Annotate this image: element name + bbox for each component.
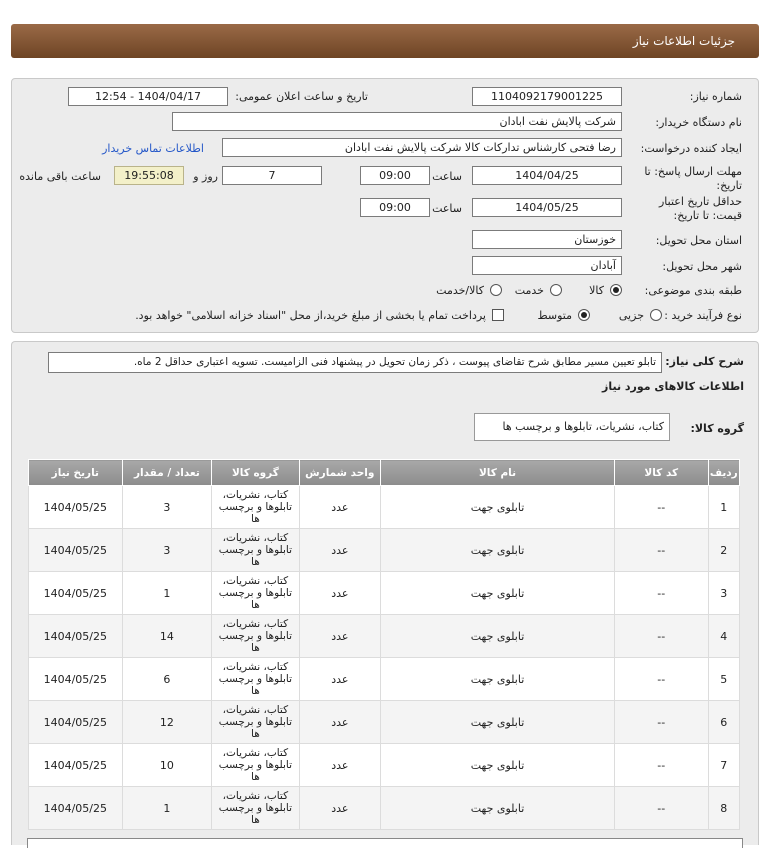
table-row[interactable] (29, 486, 740, 529)
deadline-label: مهلت ارسال پاسخ: تا (644, 165, 742, 178)
cell-row: 2 (708, 529, 739, 572)
remaining-label: ساعت باقی مانده (19, 170, 101, 183)
category-radio-goods[interactable] (610, 284, 622, 296)
days-label: روز و (193, 170, 218, 183)
cell-date: 1404/05/25 (29, 787, 123, 830)
cell-code: -- (614, 658, 708, 701)
validity-date-field[interactable]: 1404/05/25 (472, 198, 622, 217)
category-label: طبقه بندی موضوعی: (644, 284, 742, 297)
cell-qty: 3 (122, 486, 212, 529)
category-option-goods-service: کالا/خدمت (436, 284, 484, 297)
announce-field[interactable]: 1404/04/17 - 12:54 (68, 87, 228, 106)
category-option-service: خدمت (514, 284, 544, 297)
city-label: شهر محل تحویل: (662, 260, 742, 273)
cell-date: 1404/05/25 (29, 529, 123, 572)
goods-group-label: گروه کالا: (690, 422, 744, 435)
table-row[interactable] (29, 744, 740, 787)
cell-unit: عدد (299, 744, 380, 787)
cell-group: کتاب، نشریات، تابلوها و برچسب ها (212, 701, 299, 744)
cell-row: 1 (708, 486, 739, 529)
table-row[interactable] (29, 658, 740, 701)
cell-code: -- (614, 572, 708, 615)
table-row[interactable] (29, 572, 740, 615)
cell-qty: 6 (122, 658, 212, 701)
cell-date: 1404/05/25 (29, 615, 123, 658)
cell-name: تابلوی جهت (381, 658, 615, 701)
buyer-contact-link[interactable]: اطلاعات تماس خریدار (102, 142, 204, 155)
col-code: کد کالا (614, 460, 708, 486)
remaining-time-field: 19:55:08 (114, 166, 184, 185)
cell-code: -- (614, 744, 708, 787)
cell-qty: 1 (122, 572, 212, 615)
category-radio-service[interactable] (550, 284, 562, 296)
announce-label: تاریخ و ساعت اعلان عمومی: (235, 90, 368, 103)
cell-code: -- (614, 486, 708, 529)
cell-qty: 12 (122, 701, 212, 744)
purchase-radio-minor[interactable] (650, 309, 662, 321)
cell-code: -- (614, 615, 708, 658)
need-number-label: شماره نیاز: (689, 90, 742, 103)
goods-section-title: اطلاعات کالاهای مورد نیاز (602, 380, 744, 393)
col-qty: تعداد / مقدار (122, 460, 212, 486)
cell-date: 1404/05/25 (29, 572, 123, 615)
cell-name: تابلوی جهت (381, 615, 615, 658)
cell-group: کتاب، نشریات، تابلوها و برچسب ها (212, 615, 299, 658)
cell-qty: 1 (122, 787, 212, 830)
cell-qty: 14 (122, 615, 212, 658)
creator-field[interactable]: رضا فتحی کارشناس تدارکات کالا شرکت پالایش نفت ابادان (222, 138, 622, 157)
treasury-payment-checkbox[interactable] (492, 309, 504, 321)
cell-row: 4 (708, 615, 739, 658)
cell-name: تابلوی جهت (381, 572, 615, 615)
table-row[interactable] (29, 529, 740, 572)
cell-row: 7 (708, 744, 739, 787)
province-label: استان محل تحویل: (655, 234, 742, 247)
col-name: نام کالا (381, 460, 615, 486)
purchase-radio-medium[interactable] (578, 309, 590, 321)
validity-label: حداقل تاریخ اعتبار (658, 195, 742, 208)
cell-unit: عدد (299, 529, 380, 572)
cell-code: -- (614, 529, 708, 572)
table-row[interactable] (29, 787, 740, 830)
treasury-payment-note: پرداخت تمام یا بخشی از مبلغ خرید،از محل "اسناد خزانه اسلامی" خواهد بود. (135, 309, 486, 322)
goods-panel (11, 341, 759, 845)
goods-table (28, 459, 740, 830)
cell-group: کتاب، نشریات، تابلوها و برچسب ها (212, 572, 299, 615)
deadline-time-field[interactable]: 09:00 (360, 166, 430, 185)
cell-row: 3 (708, 572, 739, 615)
col-date: تاریخ نیاز (29, 460, 123, 486)
cell-group: کتاب، نشریات، تابلوها و برچسب ها (212, 486, 299, 529)
cell-qty: 3 (122, 529, 212, 572)
cell-group: کتاب، نشریات، تابلوها و برچسب ها (212, 787, 299, 830)
deadline-label-2: تاریخ: (716, 179, 742, 192)
col-row: ردیف (708, 460, 739, 486)
cell-group: کتاب، نشریات، تابلوها و برچسب ها (212, 529, 299, 572)
validity-label-2: قیمت: تا تاریخ: (673, 209, 742, 222)
purchase-type-label: نوع فرآیند خرید : (664, 309, 742, 322)
cell-unit: عدد (299, 787, 380, 830)
cell-group: کتاب، نشریات، تابلوها و برچسب ها (212, 658, 299, 701)
category-radio-goods-service[interactable] (490, 284, 502, 296)
page-title-bar (11, 24, 759, 58)
cell-date: 1404/05/25 (29, 658, 123, 701)
cell-row: 5 (708, 658, 739, 701)
deadline-date-field[interactable]: 1404/04/25 (472, 166, 622, 185)
cell-date: 1404/05/25 (29, 744, 123, 787)
need-number-field[interactable]: 1104092179001225 (472, 87, 622, 106)
cell-date: 1404/05/25 (29, 701, 123, 744)
goods-table-header (29, 460, 740, 486)
need-info-panel (11, 78, 759, 333)
cell-unit: عدد (299, 572, 380, 615)
cell-date: 1404/05/25 (29, 486, 123, 529)
deadline-time-label: ساعت (432, 170, 462, 183)
description-field[interactable]: تابلو تعیین مسیر مطابق شرح تقاضای پیوست ، ذکر زمان تحویل در پیشنهاد فنی الزامیست. تسویه اعتباری حداقل 2 ماه. (48, 352, 662, 373)
cell-row: 8 (708, 787, 739, 830)
cell-code: -- (614, 701, 708, 744)
table-row[interactable] (29, 615, 740, 658)
cell-unit: عدد (299, 701, 380, 744)
bottom-frame (27, 838, 743, 848)
cell-code: -- (614, 787, 708, 830)
creator-label: ایجاد کننده درخواست: (640, 142, 742, 155)
table-row[interactable] (29, 701, 740, 744)
goods-group-field[interactable]: کتاب، نشریات، تابلوها و برچسب ها (474, 413, 670, 441)
cell-unit: عدد (299, 486, 380, 529)
validity-time-label: ساعت (432, 202, 462, 215)
cell-group: کتاب، نشریات، تابلوها و برچسب ها (212, 744, 299, 787)
cell-qty: 10 (122, 744, 212, 787)
cell-unit: عدد (299, 658, 380, 701)
cell-name: تابلوی جهت (381, 787, 615, 830)
province-field[interactable]: خوزستان (472, 230, 622, 249)
category-option-goods: کالا (589, 284, 604, 297)
cell-unit: عدد (299, 615, 380, 658)
description-label: شرح کلی نیاز: (665, 355, 744, 368)
col-unit: واحد شمارش (299, 460, 380, 486)
buyer-org-label: نام دستگاه خریدار: (655, 116, 742, 129)
cell-name: تابلوی جهت (381, 701, 615, 744)
col-group: گروه کالا (212, 460, 299, 486)
cell-name: تابلوی جهت (381, 486, 615, 529)
cell-row: 6 (708, 701, 739, 744)
purchase-option-minor: جزیی (618, 309, 644, 322)
city-field[interactable]: آبادان (472, 256, 622, 275)
purchase-option-medium: متوسط (537, 309, 572, 322)
days-field[interactable]: 7 (222, 166, 322, 185)
cell-name: تابلوی جهت (381, 529, 615, 572)
cell-name: تابلوی جهت (381, 744, 615, 787)
page-title: جزئیات اطلاعات نیاز (632, 34, 735, 48)
validity-time-field[interactable]: 09:00 (360, 198, 430, 217)
buyer-org-field[interactable]: شرکت پالایش نفت ابادان (172, 112, 622, 131)
